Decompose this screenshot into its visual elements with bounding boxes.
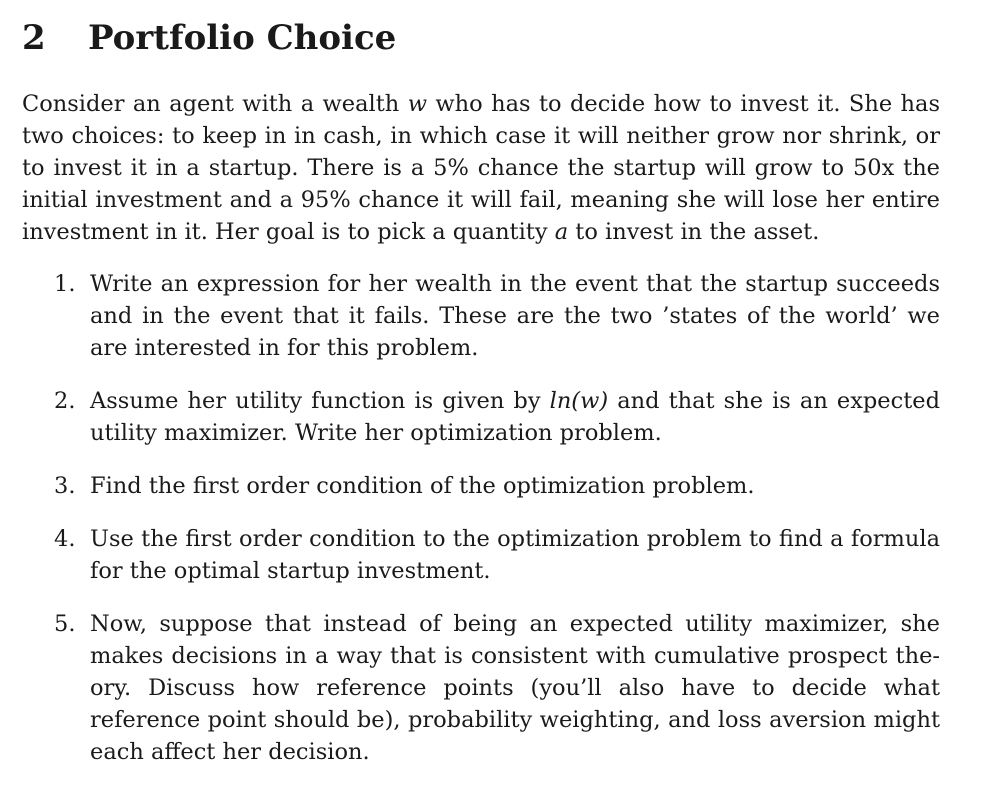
question-number: 2. [54,388,76,414]
math-variable-a: a [554,219,569,245]
math-variable-w: w [407,91,427,117]
question-text: Now, suppose that instead of being an expected utility maximizer, she makes decisions in a way that is consistent with cumulative prospect theory. Discuss how reference points (you’ll also have to decide what reference point should be), probability weighting, and loss aversion might each affect her decision. [90,611,940,765]
question-text: Find the first order condition of the optimization problem. [90,473,755,499]
question-item [22,470,940,502]
section-title: Portfolio Choice [88,18,397,58]
intro-text-part1: Consider an agent with a wealth [22,91,408,117]
question-number: 5. [54,611,76,637]
section-number: 2 [22,18,46,58]
section-heading [22,14,940,62]
intro-text-part2: who has to decide how to invest it. She has two choices: to keep in in cash, in which case it will neither grow nor shrink, or to invest it in a startup. There is a 5% chance the startup will grow to 50x the initial investment and a 95% chance it will fail, meaning she will lose her entire investment in it. Her goal is to pick a quantity [22,91,941,245]
question-item [22,523,940,587]
question-item [22,385,940,449]
question-list [22,268,940,768]
question-item [22,268,940,364]
intro-paragraph [22,88,940,248]
question-text-before: Assume her utility function is given by [90,388,550,414]
question-text: Use the first order condition to the optimization problem to find a formula for the optimal startup investment. [90,526,940,584]
question-item [22,608,940,768]
math-utility-function: ln(w) [549,388,609,414]
document-page [22,14,940,789]
question-number: 3. [54,473,76,499]
question-number: 1. [54,271,76,297]
question-text: Write an expression for her wealth in the event that the startup succeeds and in the event that it fails. These are the two ’states of the world’ we are interested in for this problem. [90,271,940,361]
question-number: 4. [54,526,76,552]
intro-text-part3: to invest in the asset. [568,219,820,245]
question-text-after: and that she is an expected utility maximizer. Write her optimization problem. [90,388,940,446]
